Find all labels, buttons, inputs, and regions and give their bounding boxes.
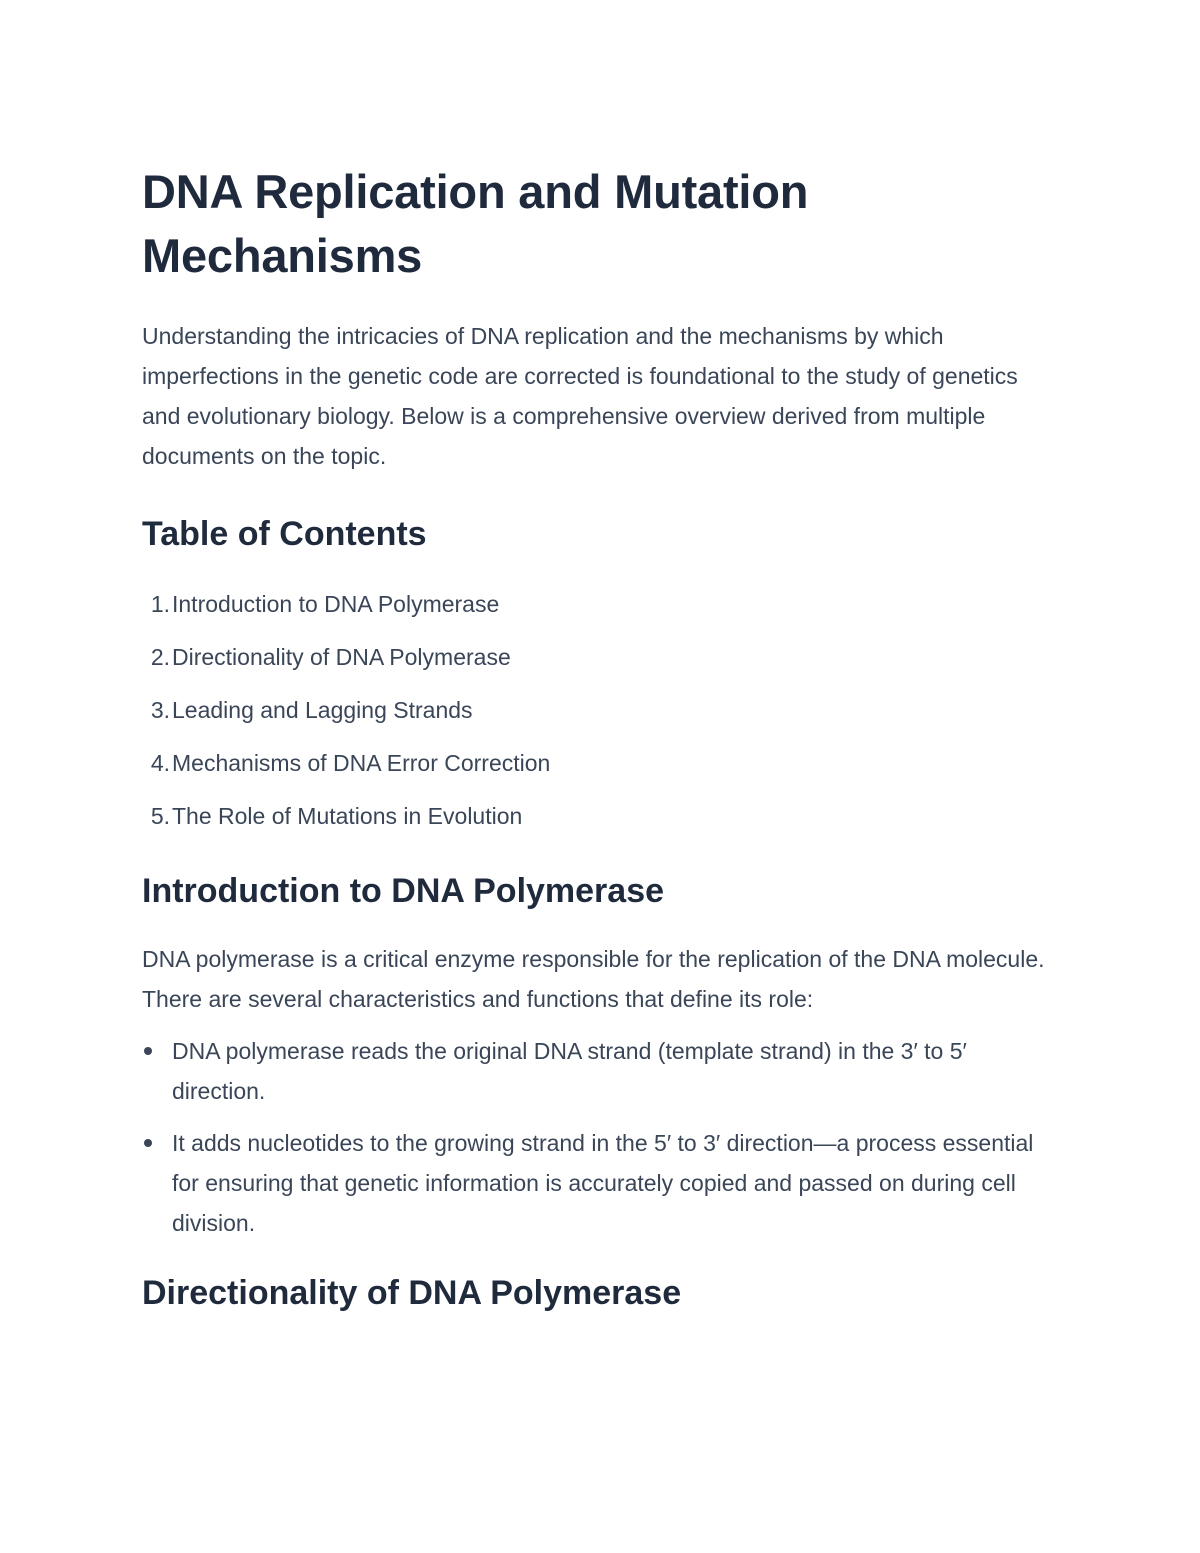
list-item-text: It adds nucleotides to the growing strand in the 5′ to 3′ direction—a process essential for ensuring that genetic information is accurately copied and passed on during cell division. [172,1130,1034,1236]
toc-item-number: 4. [150,750,170,776]
toc-item-label[interactable]: Introduction to DNA Polymerase [172,591,500,617]
list-item [142,1123,1052,1243]
toc-item-label[interactable]: Directionality of DNA Polymerase [172,644,511,670]
toc-item-number: 1. [150,591,170,617]
bullet-icon [144,1139,152,1147]
intro-paragraph: Understanding the intricacies of DNA replication and the mechanisms by which imperfections in the genetic code are corrected is foundational to the study of genetics and evolutionary biology. Below is a comprehensive overview derived from multiple documents on the topic. [142,323,1018,469]
section-heading-intro-polymerase: Introduction to DNA Polymerase [142,872,665,910]
list-item [142,1031,1052,1111]
table-of-contents [142,578,1052,843]
toc-item-label[interactable]: Mechanisms of DNA Error Correction [172,750,551,776]
list-item-text: DNA polymerase reads the original DNA strand (template strand) in the 3′ to 5′ direction. [172,1038,967,1104]
toc-item-number: 5. [150,803,170,829]
toc-item-label[interactable]: The Role of Mutations in Evolution [172,803,523,829]
toc-item[interactable] [142,737,1052,790]
section-heading-directionality: Directionality of DNA Polymerase [142,1274,682,1312]
toc-heading: Table of Contents [142,515,427,553]
toc-item-number: 2. [150,644,170,670]
intro-polymerase-bullets [142,1031,1052,1243]
toc-item[interactable] [142,631,1052,684]
toc-item[interactable] [142,578,1052,631]
page-title: DNA Replication and Mutation Mechanisms [142,165,809,282]
toc-item-number: 3. [150,697,170,723]
toc-item[interactable] [142,790,1052,843]
toc-item-label[interactable]: Leading and Lagging Strands [172,697,473,723]
bullet-icon [144,1047,152,1055]
toc-item[interactable] [142,684,1052,737]
document-page [142,160,1052,1315]
intro-polymerase-paragraph: DNA polymerase is a critical enzyme responsible for the replication of the DNA molecule. There are several characteristics and functions that define its role: [142,946,1045,1012]
